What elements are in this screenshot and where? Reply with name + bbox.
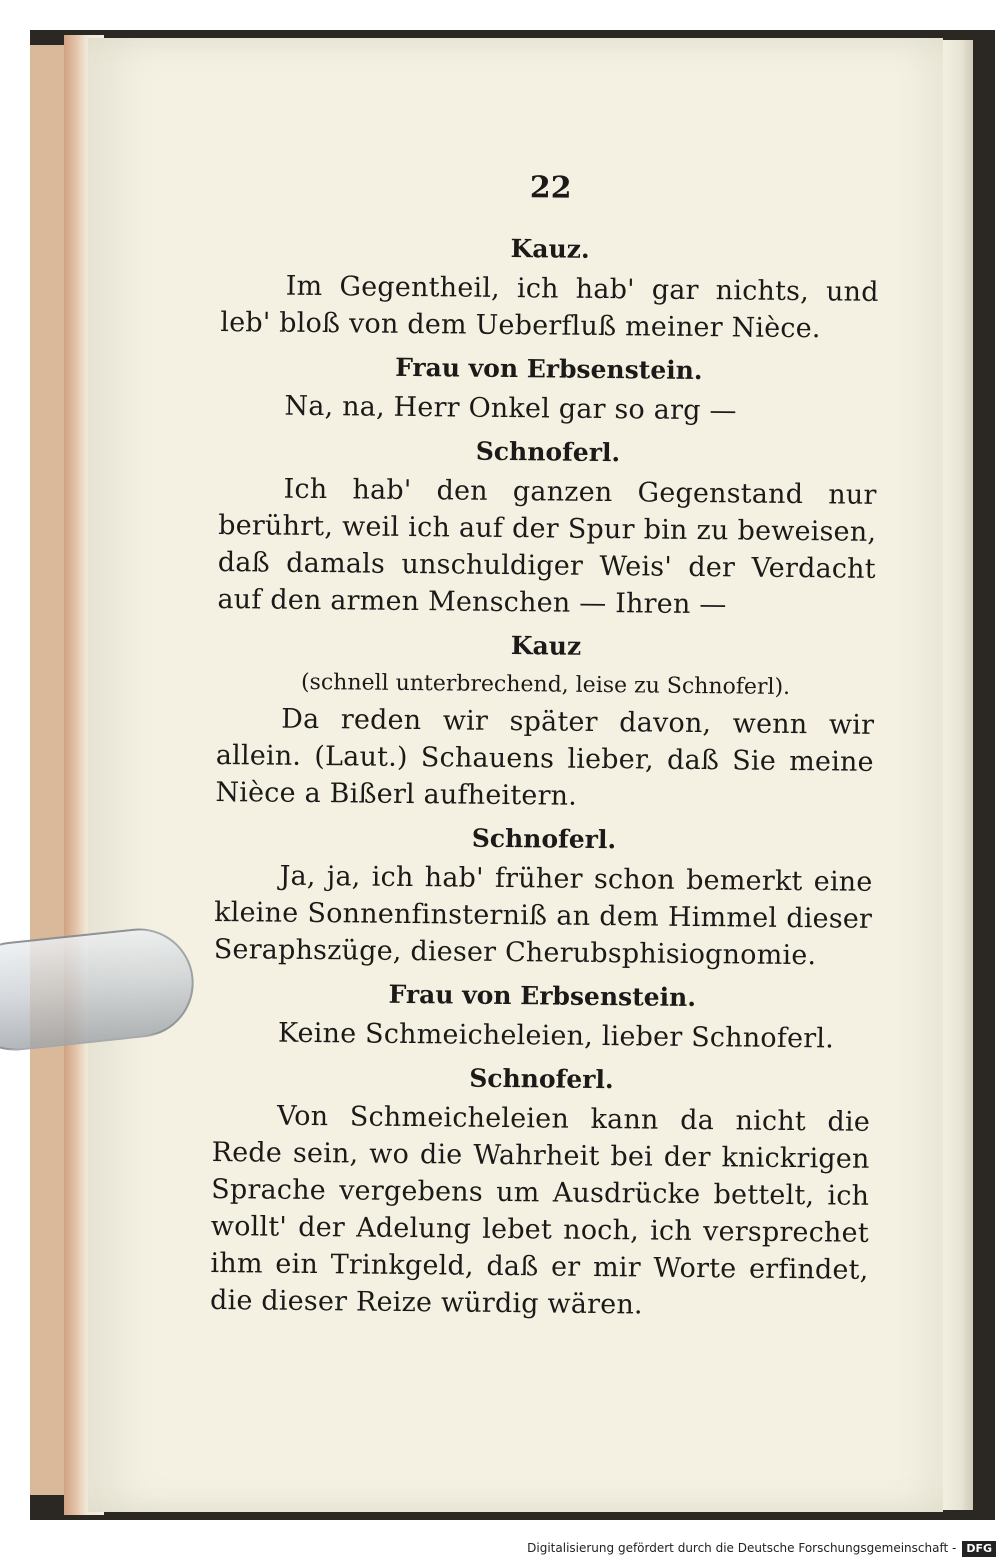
footer-bar	[0, 1538, 1000, 1558]
speaker-name: Frau von Erbsenstein.	[395, 352, 703, 386]
stage-direction: (schnell unterbrechend, leise zu Schnoferl).	[300, 669, 791, 700]
speaker-name: Schnoferl.	[469, 1063, 614, 1095]
dialogue-paragraph: Von Schmeicheleien kann da nicht die Rede sein, wo die Wahrheit bei der knickrigen Sprache vergebens um Ausdrücke bettelt, ich wollt' der Adelung lebet noch, ich versprechet ihm ein Trinkgeld, daß er mir Worte erfindet, die dieser Reize würdig wären.	[209, 1100, 871, 1321]
dialogue-paragraph: Da reden wir später davon, wenn wir allein. (Laut.) Schauens lieber, daß Sie meine Nièce a Bißerl aufheitern.	[215, 703, 875, 812]
page-number: 22	[529, 170, 572, 206]
speaker-name: Schnoferl.	[475, 436, 621, 468]
dialogue-paragraph: Ja, ja, ich hab' früher schon bemerkt eine kleine Sonnenfinsterniß an dem Himmel dieser Seraphszüge, dieser Cherubsphisiognomie.	[213, 860, 873, 972]
speaker-name: Kauz	[510, 631, 582, 661]
speaker-name: Frau von Erbsenstein.	[388, 979, 697, 1013]
dfg-logo: DFG	[962, 1541, 996, 1557]
dialogue-paragraph: Ich hab' den ganzen Gegenstand nur berührt, weil ich auf der Spur bin zu beweisen, daß damals unschuldiger Weis' der Verdacht auf den armen Menschen — Ihren —	[217, 473, 877, 621]
footer-credit: Digitalisierung gefördert durch die Deutsche Forschungsgemeinschaft -	[527, 1541, 957, 1555]
dialogue-paragraph: Na, na, Herr Onkel gar so arg —	[284, 390, 737, 427]
text-blocks	[210, 225, 879, 1326]
dialogue-paragraph: Im Gegentheil, ich hab' gar nichts, und leb' bloß von dem Ueberfluß meiner Nièce.	[220, 270, 879, 345]
speaker-name: Kauz.	[510, 234, 590, 264]
page-gutter	[943, 40, 973, 1510]
speaker-name: Schnoferl.	[471, 823, 617, 855]
dialogue-paragraph: Keine Schmeicheleien, lieber Schnoferl.	[277, 1017, 835, 1055]
page-text	[210, 165, 880, 1330]
